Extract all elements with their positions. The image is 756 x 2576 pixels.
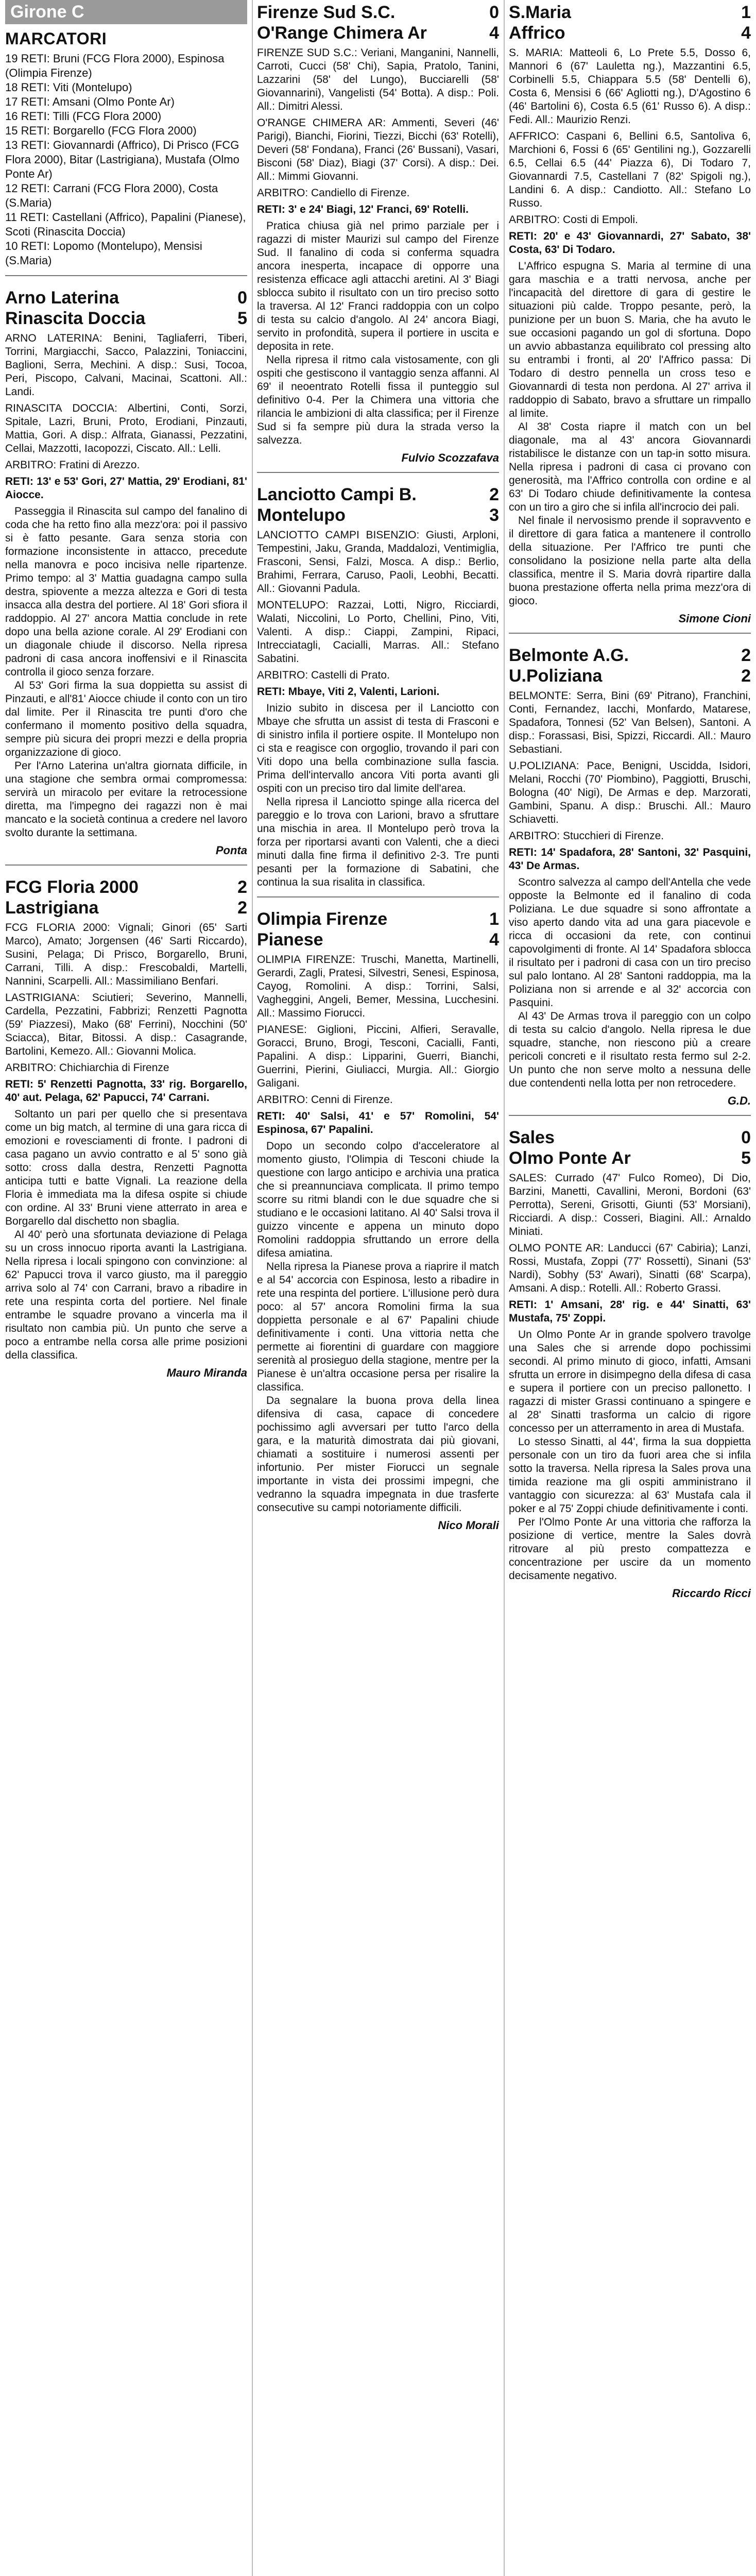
goals: RETI: 20' e 43' Giovannardi, 27' Sabato, 38' Costa, 63' Di Todaro. [509, 230, 751, 256]
column-divider [504, 0, 505, 2576]
home-lineup: FCG FLORIA 2000: Vignali; Ginori (65' Sarti Marco), Amato; Jorgensen (46' Sarti Riccardo), Susini, Pelaga; Di Prisco, Borgarello, Bruni, Carrani, Tilli. A disp.: Frescobaldi, Martelli, Nannini, Scarpelli. All.: Massimiliano Benfari. [5, 922, 247, 987]
home-lineup: BELMONTE: Serra, Bini (69' Pitrano), Franchini, Conti, Fernandez, Iacchi, Monfardo, Matarese, Spadafora, Tonnesi (52' Van Belsen), Santoni. A disp.: Forassasi, Bisi, Spizzi, Riccardi. All.: Mauro Sebastiani. [509, 690, 751, 755]
home-lineup: FIRENZE SUD S.C.: Veriani, Manganini, Nannelli, Carroti, Cucci (58' Chi), Sapia, Pratolo, Tanini, Lazzarini (58' del Lungo), Bucciarelli (58' Giovannarini), Vangelisti (54' Botta). A disp.: Poli. All.: Dimitri Alessi. [257, 47, 499, 112]
home-team-row [509, 645, 751, 666]
section-rule [257, 472, 499, 473]
scorer-line: 18 RETI: Viti (Montelupo) [5, 81, 132, 94]
section-rule [509, 633, 751, 634]
author: Simone Cioni [678, 612, 751, 625]
goals: RETI: 5' Renzetti Pagnotta, 33' rig. Borgarello, 40' aut. Pelaga, 62' Papucci, 74' Carrani. [5, 1078, 247, 1104]
away-team-name: Affrico [509, 23, 565, 43]
home-team-score: 1 [741, 3, 751, 22]
referee: ARBITRO: Cenni di Firenze. [257, 1094, 393, 1106]
away-team-row [509, 1148, 751, 1168]
away-lineup: U.POLIZIANA: Pace, Benigni, Uscidda, Isidori, Melani, Rocchi (70' Piombino), Paggiotti, Bruschi, Bologna (40' Nigi), De Armas e dep. Marzorati, Gambini, Spanu. A disp.: Bruschi. All.: Mauro Schiavetti. [509, 760, 751, 825]
section-rule [5, 275, 247, 276]
report-paragraph: Nella ripresa il Lanciotto spinge alla ricerca del pareggio e lo trova con Larioni, bravo a sfruttare una mischia in area. Il Montelupo però trova la forza per riportarsi avanti con Valenti, che a dieci minuti dalla fine firma il definitivo 2-3. Tre punti pesanti per la formazione di Sabatini, che continua la sua risalita in classifica. [257, 796, 499, 888]
report-paragraph: Passeggia il Rinascita sul campo del fanalino di coda che ha retto fino alla mezz'ora: poi il passivo si è fatto pesante. Gara senza storia con formazione inconsistente in attacco, precedute nella manovra e poco incisiva nelle ripartenze. Primo tempo: al 3' Mattia guadagna campo sulla destra, spiovente a mezza altezza e Gori di testa insacca alla destra del portiere. Al 18' Gori sfiora il raddoppio. Al 27' ancora Mattia conclude in rete dopo una bella azione corale. Al 29' Erodiani con un diagonale chiude il discorso. Nella ripresa padroni di casa ancora inoffensivi e il Rinascita controlla il gioco senza forzare. [5, 505, 247, 678]
report-paragraph: Al 40' però una sfortunata deviazione di Pelaga su un cross innocuo riporta avanti la Lastrigiana. Nella ripresa i locali spingono con convinzione: al 62' Papucci trova il varco giusto, ma il pareggio arriva solo al 74' con Carrani, bravo a ribadire in rete una respinta corta del portiere. Nel finale entrambe le squadre provano a vincerla ma il risultato non cambia più. Un punto che serve a poco a entrambe nella corsa alle prime posizioni della classifica. [5, 1229, 247, 1361]
home-team-score: 0 [237, 288, 247, 308]
report-paragraph: Pratica chiusa già nel primo parziale per i ragazzi di mister Maurizi sul campo del Firenze Sud. Il fanalino di coda si conferma squadra ancora inesperta, incapace di opporre una resistenza efficace agli attacchi aretini. Al 3' Biagi sblocca subito il risultato con un tiro preciso sotto la traversa. Al 12' Franci raddoppia con un colpo di testa su calcio d'angolo. Al 24' ancora Biagi, servito in profondità, supera il portiere in uscita e deposita in rete. [257, 220, 499, 352]
home-team-row [257, 484, 499, 505]
away-team-score: 4 [489, 930, 499, 950]
home-team-score: 2 [489, 485, 499, 504]
home-team-score: 0 [741, 1128, 751, 1147]
report-paragraph: Nel finale il nervosismo prende il sopravvento e il direttore di gara fatica a mantenere il controllo della situazione. Per l'Affrico tre punti che consolidano la posizione nella parte alta della classifica, mentre il S. Maria dovrà ripartire dalla buona prestazione offerta nella prima mezz'ora di gioco. [509, 515, 751, 607]
author: Fulvio Scozzafava [401, 451, 499, 464]
away-team-name: Pianese [257, 930, 323, 950]
scorer-line: 15 RETI: Borgarello (FCG Flora 2000) [5, 124, 197, 137]
home-team-row [509, 1127, 751, 1148]
goals: RETI: 40' Salsi, 41' e 57' Romolini, 54' Espinosa, 67' Papalini. [257, 1110, 499, 1136]
away-lineup: OLMO PONTE AR: Landucci (67' Cabiria); Lanzi, Rossi, Mustafa, Zoppi (77' Rossetti), Sinani (53' Nardi), Sobhy (53' Awari), Sinatti (68' Scarpa), Amsani. A disp.: Rotelli. All.: Roberto Grassi. [509, 1242, 751, 1294]
scorer-line: 10 RETI: Lopomo (Montelupo), Mensisi (S.Maria) [5, 240, 202, 267]
column-divider [252, 0, 253, 2576]
away-team-row [5, 897, 247, 918]
home-team-name: Belmonte A.G. [509, 646, 629, 665]
home-team-row [509, 2, 751, 23]
report-paragraph: Nella ripresa il ritmo cala vistosamente, con gli ospiti che gestiscono il vantaggio senza affanni. Al 69' il neoentrato Rotelli fissa il punteggio sul definitivo 0-4. Per la Chimera una vittoria che rilancia le ambizioni di alta classifica; per il Firenze Sud si fa sempre più dura la strada verso la salvezza. [257, 354, 499, 446]
home-team-score: 1 [489, 909, 499, 929]
away-team-name: Rinascita Doccia [5, 309, 146, 328]
author: Ponta [215, 844, 247, 857]
referee: ARBITRO: Fratini di Arezzo. [5, 459, 140, 471]
away-lineup: O'RANGE CHIMERA AR: Ammenti, Severi (46' Parigi), Bianchi, Fiorini, Tiezzi, Bicchi (63' Rotelli), Deveri (58' Fondana), Franci (26' Bussani), Vasari, Bisconi (58' Diaz), Biagi (37' Corsi). A disp.: Dei. All.: Mimmi Giovanni. [257, 117, 499, 182]
away-team-score: 4 [741, 23, 751, 43]
home-lineup: S. MARIA: Matteoli 6, Lo Prete 5.5, Dosso 6, Mannori 6 (67' Lauletta ng.), Mazzantini 6.5, Corbinelli 5.5, Chiappara 5.5 (58' Dentelli 6), Costa 6, Mensisi 6 (66' Agliotti ng.), D'Agostino 6 (46' Bartolini 6), Costa 6.5 (61' Russo 6). A disp.: Fedi. All.: Maurizio Renzi. [509, 47, 751, 126]
referee: ARBITRO: Candiello di Firenze. [257, 187, 410, 199]
home-lineup: LANCIOTTO CAMPI BISENZIO: Giusti, Arploni, Tempestini, Jaku, Granda, Maddalozi, Ventimiglia, Frasconi, Sensi, Falzi, Mosca. A disp.: Berlio, Brahimi, Ferrara, Caruso, Paoli, Leobhi, Becatti. All.: Giovanni Padula. [257, 529, 499, 595]
match-report [257, 2, 499, 465]
home-team-row [257, 909, 499, 929]
away-team-score: 5 [237, 309, 247, 328]
report-paragraph: Lo stesso Sinatti, al 44', firma la sua doppietta personale con un tiro da fuori area che si infila sotto la traversa. Nella ripresa la Sales prova una timida reazione ma gli ospiti amministrano il vantaggio con sicurezza: al 63' Mustafa cala il poker e al 75' Zoppi chiude definitivamente i conti. [509, 1436, 751, 1515]
section-rule [5, 865, 247, 866]
author: Riccardo Ricci [672, 1587, 751, 1600]
goals: RETI: Mbaye, Viti 2, Valenti, Larioni. [257, 686, 440, 698]
report-paragraph: Nella ripresa la Pianese prova a riaprire il match e al 54' accorcia con Espinosa, lesto a ribadire in rete una respinta del portiere. L'illusione però dura poco: al 57' ancora Romolini firma la sua doppietta personale e al 67' Papalini chiude definitivamente i conti. Una vittoria netta che permette ai fiorentini di guardare con maggiore serenità al prosieguo della stagione, mentre per la Pianese è un'altra occasione persa per risalire la classifica. [257, 1261, 499, 1393]
report-paragraph: Al 43' De Armas trova il pareggio con un colpo di testa su calcio d'angolo. Nella ripresa le due squadre, stanche, non riescono più a creare pericoli concreti e il risultato resta fermo sul 2-2. Un punto che non serve molto a nessuna delle due contendenti nella lotta per non retrocedere. [509, 1010, 751, 1089]
home-team-row [5, 287, 247, 308]
scorer-line: 16 RETI: Tilli (FCG Flora 2000) [5, 110, 162, 123]
away-lineup: AFFRICO: Caspani 6, Bellini 6.5, Santoliva 6, Marchioni 6, Fossi 6 (65' Gentilini ng.), Gozzarelli 6.5, Cellai 6.5 (44' Piazza 6), Di Todaro 7, Giovannardi 7.5, Castellani 7 (82' Spigoli ng.), Landini 6. A disp.: Candiotto. All.: Stefano Lo Russo. [509, 130, 751, 209]
scorer-line: 13 RETI: Giovannardi (Affrico), Di Prisco (FCG Flora 2000), Bitar (Lastrigiana), Mustafa (Olmo Ponte Ar) [5, 139, 239, 180]
group-header: Girone C [5, 0, 247, 24]
referee: ARBITRO: Castelli di Prato. [257, 669, 390, 681]
referee: ARBITRO: Costi di Empoli. [509, 214, 638, 226]
report-paragraph: Soltanto un pari per quello che si presentava come un big match, al termine di una gara ricca di emozioni e rovesciamenti di fronte. I padroni di casa pagano un avvio contratto e al 5' sono già sotto: cross dalla destra, Renzetti Pagnotta anticipa tutti e batte Vignali. La reazione della Floria è immediata ma la difesa ospite si chiude con ordine. Al 33' Bruni viene atterrato in area e Borgarello dal dischetto non sbaglia. [5, 1108, 247, 1227]
away-team-name: Lastrigiana [5, 898, 99, 918]
report-paragraph: Da segnalare la buona prova della linea difensiva di casa, capace di concedere pochissimo agli avversari per tutto l'arco della gara, e la maturità dimostrata dai più giovani, chiamati a sostituire i numerosi assenti per infortunio. Per mister Fiorucci un segnale importante in vista dei prossimi impegni, che vedranno la squadra impegnata in due trasferte consecutive su campi notoriamente difficili. [257, 1395, 499, 1514]
column-2 [257, 0, 499, 2576]
author: G.D. [727, 1094, 751, 1107]
match-report [509, 2, 751, 625]
away-team-score: 5 [741, 1148, 751, 1168]
away-team-score: 2 [237, 898, 247, 918]
column-1 [5, 0, 247, 2576]
home-team-name: Sales [509, 1128, 555, 1147]
away-team-name: U.Poliziana [509, 666, 603, 686]
away-team-score: 4 [489, 23, 499, 43]
home-team-name: S.Maria [509, 3, 571, 22]
home-team-name: Olimpia Firenze [257, 909, 388, 929]
away-team-name: Olmo Ponte Ar [509, 1148, 631, 1168]
scorers-box [5, 29, 247, 268]
away-team-name: O'Range Chimera Ar [257, 23, 427, 43]
match-report [5, 877, 247, 1380]
scorer-line: 17 RETI: Amsani (Olmo Ponte Ar) [5, 95, 175, 108]
scorer-line: 11 RETI: Castellani (Affrico), Papalini (Pianese), Scoti (Rinascita Doccia) [5, 211, 246, 238]
away-lineup: MONTELUPO: Razzai, Lotti, Nigro, Ricciardi, Walati, Niccolini, Lo Porto, Chellini, Pino, Viti, Valenti. A disp.: Ciappi, Zampini, Ripaci, Intrecciatagli, Cacialli, Marras. All.: Stefano Sabatini. [257, 599, 499, 665]
report-paragraph: Scontro salvezza al campo dell'Antella che vede opposte la Belmonte ed il fanalino di coda Poliziana. Le due squadre si sono affrontate a viso aperto dando vita ad una gara piacevole e ricca di occasioni da rete, con continui capovolgimenti di fronte. Al 14' Spadafora sblocca il risultato per i padroni di casa con un tiro preciso sul palo lontano. Al 28' Santoni raddoppia, ma la Poliziana non si arrende e al 32' accorcia con Pasquini. [509, 876, 751, 1009]
match-report [509, 1127, 751, 1600]
away-lineup: RINASCITA DOCCIA: Albertini, Conti, Sorzi, Spitale, Lazri, Bruni, Proto, Erodiani, Pinzauti, Mattia, Gori. A disp.: Alfrata, Gianassi, Pezzatini, Cellai, Mazzotti, Iacopozzi, Ciscato. All.: Lelli. [5, 402, 247, 454]
report-paragraph: Per l'Arno Laterina un'altra giornata difficile, in una stagione che sembra ormai compromessa: servirà un miracolo per evitare la retrocessione diretta, ma l'impegno dei ragazzi non è mai mancato e la società continua a credere nel lavoro svolto durante la settimana. [5, 760, 247, 839]
away-team-score: 3 [489, 505, 499, 525]
away-lineup: LASTRIGIANA: Sciutieri; Severino, Mannelli, Cardella, Pezzatini, Fabbrizi; Renzetti Pagnotta (59' Piazzesi), Mako (68' Ferrini), Nocchini (50' Sciacca), Bitar, Bitossi. A disp.: Casagrande, Bartolini, Kemezo. All.: Giovanni Molica. [5, 992, 247, 1057]
scorer-line: 19 RETI: Bruni (FCG Flora 2000), Espinosa (Olimpia Firenze) [5, 52, 225, 79]
scorers-title: MARCATORI [5, 29, 107, 48]
referee: ARBITRO: Stucchieri di Firenze. [509, 830, 664, 842]
home-team-score: 2 [741, 646, 751, 665]
away-team-row [509, 23, 751, 43]
section-rule [509, 1115, 751, 1116]
report-paragraph: Al 53' Gori firma la sua doppietta su assist di Pinzauti, e all'81' Aiocce chiude il conto con un tiro dal limite. Per il Rinascita tre punti d'oro che confermano il momento positivo della squadra, sempre più sicura dei propri mezzi e della propria organizzazione di gioco. [5, 680, 247, 758]
home-lineup: ARNO LATERINA: Benini, Tagliaferri, Tiberi, Torrini, Margiacchi, Sacco, Palazzini, Toniaccini, Baglioni, Serra, Mechini. A disp.: Susi, Tocoa, Peri, Piscopo, Calvani, Macinai, Scattoni. All.: Landi. [5, 332, 247, 398]
report-paragraph: Al 38' Costa riapre il match con un bel diagonale, ma al 43' ancora Giovannardi ristabilisce le distanze con un tap-in sotto misura. Nella ripresa i padroni di casa ci provano con generosità, ma l'Affrico controlla con ordine e al 63' Di Todaro chiude definitivamente la contesa con un tiro a giro che si infila all'incrocio dei pali. [509, 421, 751, 513]
goals: RETI: 14' Spadafora, 28' Santoni, 32' Pasquini, 43' De Armas. [509, 846, 751, 872]
home-team-row [257, 2, 499, 23]
home-team-name: Lanciotto Campi B. [257, 485, 417, 504]
away-team-score: 2 [741, 666, 751, 686]
away-team-row [5, 308, 247, 329]
away-team-row [257, 929, 499, 950]
author: Mauro Miranda [166, 1366, 247, 1379]
report-paragraph: Dopo un secondo colpo d'acceleratore al momento giusto, l'Olimpia di Tesconi chiude la questione con largo anticipo e archivia una pratica che si preannunciava complicata. Il primo tempo scorre su ritmi blandi con le due squadre che si studiano e le occasioni latitano. Al 40' Salsi trova il guizzo vincente e appena un minuto dopo Romolini raddoppia sfruttando un errore della difesa amiatina. [257, 1140, 499, 1259]
match-report [257, 909, 499, 1532]
home-team-score: 0 [489, 3, 499, 22]
away-team-name: Montelupo [257, 505, 346, 525]
home-team-name: Arno Laterina [5, 288, 119, 308]
home-team-row [5, 877, 247, 897]
away-team-row [509, 666, 751, 686]
home-team-name: Firenze Sud S.C. [257, 3, 396, 22]
home-team-score: 2 [237, 877, 247, 897]
referee: ARBITRO: Chichiarchia di Firenze [5, 1062, 169, 1074]
column-3 [509, 0, 751, 2576]
away-team-row [257, 505, 499, 526]
home-team-name: FCG Floria 2000 [5, 877, 139, 897]
match-report [257, 484, 499, 889]
report-paragraph: Inizio subito in discesa per il Lanciotto con Mbaye che sfrutta un assist di testa di Frasconi e di sinistro infila il portiere ospite. Il Montelupo non ci sta e reagisce con orgoglio, trovando il pari con Viti dopo una bella combinazione sulla fascia. Prima dell'intervallo ancora Viti porta avanti gli ospiti con un preciso tiro dal limite dell'area. [257, 702, 499, 794]
match-report [5, 287, 247, 857]
section-rule [257, 896, 499, 897]
goals: RETI: 13' e 53' Gori, 27' Mattia, 29' Erodiani, 81' Aiocce. [5, 476, 247, 501]
report-paragraph: Un Olmo Ponte Ar in grande spolvero travolge una Sales che si arrende dopo pochissimi secondi. Al primo minuto di gioco, infatti, Amsani sfrutta un errore in disimpegno della difesa di casa e supera il portiere con un preciso pallonetto. I ragazzi di mister Grassi continuano a spingere e al 28' Sinatti trasforma un calcio di rigore concesso per un atterramento in area di Mustafa. [509, 1329, 751, 1434]
away-team-row [257, 23, 499, 43]
home-lineup: OLIMPIA FIRENZE: Truschi, Manetta, Martinelli, Gerardi, Zagli, Pratesi, Silvestri, Senesi, Espinosa, Cayog, Romolini. A disp.: Torrini, Salsi, Vagheggini, Angeli, Bemer, Messina, Lucchesini. All.: Massimo Fiorucci. [257, 954, 499, 1019]
author: Nico Morali [438, 1519, 499, 1532]
home-lineup: SALES: Currado (47' Fulco Romeo), Di Dio, Barzini, Manetti, Cavallini, Meroni, Bordoni (63' Perrotta), Sereni, Grisotti, Giunti (53' Morsiani), Ricciardi. A disp.: Cosseri, Biagini. All.: Arnaldo Miniati. [509, 1172, 751, 1238]
goals: RETI: 3' e 24' Biagi, 12' Franci, 69' Rotelli. [257, 204, 469, 215]
report-paragraph: Per l'Olmo Ponte Ar una vittoria che rafforza la posizione di vertice, mentre la Sales dovrà ritrovare al più presto compattezza e concentrazione per uscire da un momento decisamente negativo. [509, 1516, 751, 1582]
report-paragraph: L'Affrico espugna S. Maria al termine di una gara maschia e a tratti nervosa, anche per l'incapacità del direttore di gara di gestire le situazioni più calde. Troppo pesante, però, la punizione per un buon S. Maria, che ha avuto le sue occasioni pagando un gol di sfortuna. Dopo un avvio abbastanza equilibrato col pressing alto su entrambi i fronti, al 20' l'Affrico passa: Di Todaro di destro pennella un cross teso e Giovannardi di testa non perdona. Al 27' arriva il raddoppio di Sabato, bravo a sfruttare un rimpallo al limite. [509, 260, 751, 419]
match-report [509, 645, 751, 1108]
away-lineup: PIANESE: Giglioni, Piccini, Alfieri, Seravalle, Goracci, Bruno, Brogi, Tesconi, Cacialli, Fanti, Papalini. A disp.: Lipparini, Guerri, Bianchi, Guerrini, Pierini, Giuliacci, Murgia. All.: Giorgio Galigani. [257, 1024, 499, 1089]
goals: RETI: 1' Amsani, 28' rig. e 44' Sinatti, 63' Mustafa, 75' Zoppi. [509, 1299, 751, 1324]
scorer-line: 12 RETI: Carrani (FCG Flora 2000), Costa (S.Maria) [5, 182, 218, 209]
